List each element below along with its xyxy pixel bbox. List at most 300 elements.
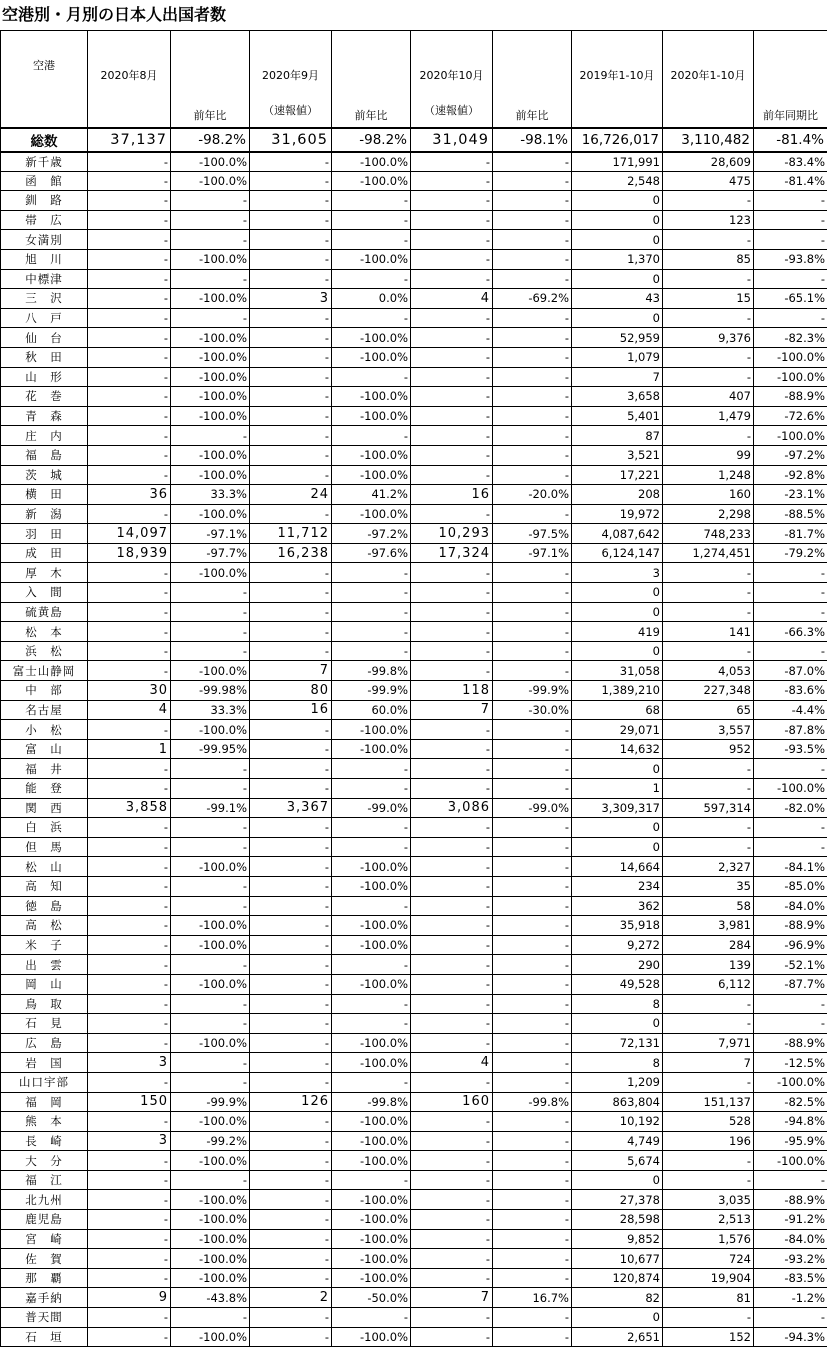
table-cell: -100.0%: [332, 1112, 411, 1132]
table-cell: 0: [572, 759, 663, 779]
airport-name: 山 形: [1, 367, 88, 387]
airport-name: 羽 田: [1, 524, 88, 544]
table-cell: -: [411, 720, 493, 740]
table-row: [1, 896, 827, 916]
table-cell: -: [754, 837, 827, 857]
table-row: [1, 524, 827, 544]
table-cell: -: [88, 602, 171, 622]
table-cell: -: [171, 1014, 250, 1034]
table-cell: 17,221: [572, 465, 663, 485]
table-cell: -: [663, 779, 754, 799]
table-cell: -97.1%: [493, 543, 572, 563]
airport-name: 松 山: [1, 857, 88, 877]
table-cell: 4,053: [663, 661, 754, 681]
table-cell: -: [754, 641, 827, 661]
table-cell: 3,557: [663, 720, 754, 740]
table-cell: 597,314: [663, 798, 754, 818]
table-cell: 0: [572, 269, 663, 289]
table-cell: -: [411, 504, 493, 524]
airport-name: 岡 山: [1, 974, 88, 994]
table-cell: -: [171, 876, 250, 896]
table-cell: -: [493, 818, 572, 838]
table-cell: 28,598: [572, 1210, 663, 1230]
table-cell: 60.0%: [332, 700, 411, 720]
table-cell: -: [171, 583, 250, 603]
table-cell: -: [754, 759, 827, 779]
table-cell: -: [411, 661, 493, 681]
airport-name: 高 松: [1, 916, 88, 936]
table-cell: -: [493, 876, 572, 896]
table-cell: -: [88, 1112, 171, 1132]
table-cell: -: [250, 406, 332, 426]
table-cell: -: [411, 857, 493, 877]
table-cell: 16,238: [250, 543, 332, 563]
table-cell: -: [411, 406, 493, 426]
airport-name: 北九州: [1, 1190, 88, 1210]
table-cell: 14,664: [572, 857, 663, 877]
header-oct-cell: [411, 31, 493, 128]
table-row: [1, 1033, 827, 1053]
table-cell: -: [250, 935, 332, 955]
table-cell: 4: [88, 700, 171, 720]
table-cell: -100.0%: [171, 171, 250, 191]
table-cell: 16: [411, 485, 493, 505]
airport-name: 函 館: [1, 171, 88, 191]
airport-name: 富士山静岡: [1, 661, 88, 681]
table-cell: -88.9%: [754, 916, 827, 936]
airport-name: 入 間: [1, 583, 88, 603]
table-cell: -: [171, 759, 250, 779]
table-cell: -: [493, 720, 572, 740]
table-cell: 3: [88, 1131, 171, 1151]
table-row: [1, 1268, 827, 1288]
table-cell: 1,479: [663, 406, 754, 426]
table-cell: 33.3%: [171, 485, 250, 505]
table-cell: -: [411, 171, 493, 191]
airport-name: 三 沢: [1, 289, 88, 309]
table-cell: -93.2%: [754, 1249, 827, 1269]
airport-name: 新 潟: [1, 504, 88, 524]
table-cell: -94.8%: [754, 1112, 827, 1132]
table-cell: 1: [572, 779, 663, 799]
table-row: [1, 622, 827, 642]
table-cell: -100.0%: [171, 1033, 250, 1053]
table-cell: -99.9%: [493, 681, 572, 701]
table-cell: -100.0%: [332, 445, 411, 465]
table-cell: -: [250, 1151, 332, 1171]
table-cell: -83.4%: [754, 152, 827, 172]
table-cell: -87.0%: [754, 661, 827, 681]
table-cell: -99.2%: [171, 1131, 250, 1151]
table-cell: -: [663, 1308, 754, 1328]
table-cell: -: [88, 328, 171, 348]
airport-name: 小 松: [1, 720, 88, 740]
table-cell: -100.0%: [171, 445, 250, 465]
table-cell: -: [88, 230, 171, 250]
table-cell: -100.0%: [332, 1033, 411, 1053]
table-cell: -88.9%: [754, 1190, 827, 1210]
airport-departures-table: [0, 30, 827, 1347]
table-cell: -97.6%: [332, 543, 411, 563]
table-cell: -: [250, 1072, 332, 1092]
table-row: [1, 974, 827, 994]
table-cell: -: [250, 1131, 332, 1151]
table-cell: -: [754, 602, 827, 622]
table-cell: 19,904: [663, 1268, 754, 1288]
table-cell: -: [88, 1249, 171, 1269]
table-cell: 16.7%: [493, 1288, 572, 1308]
airport-name: 出 雲: [1, 955, 88, 975]
table-cell: 7: [411, 1288, 493, 1308]
table-cell: -: [88, 289, 171, 309]
table-cell: -43.8%: [171, 1288, 250, 1308]
table-cell: -: [411, 1327, 493, 1347]
table-cell: -: [332, 210, 411, 230]
table-cell: 0: [572, 308, 663, 328]
table-cell: -: [332, 563, 411, 583]
table-cell: 72,131: [572, 1033, 663, 1053]
table-cell: -: [411, 1112, 493, 1132]
table-cell: 151,137: [663, 1092, 754, 1112]
table-cell: 29,071: [572, 720, 663, 740]
table-cell: -: [411, 1190, 493, 1210]
table-cell: -: [493, 191, 572, 211]
airport-name: 中標津: [1, 269, 88, 289]
table-cell: -: [250, 622, 332, 642]
table-cell: -100.0%: [332, 249, 411, 269]
table-cell: -: [250, 1268, 332, 1288]
airport-name: 松 本: [1, 622, 88, 642]
table-cell: -: [411, 210, 493, 230]
airport-name: 浜 松: [1, 641, 88, 661]
table-cell: 11,712: [250, 524, 332, 544]
table-cell: -: [754, 308, 827, 328]
table-cell: -: [411, 563, 493, 583]
airport-name: 名古屋: [1, 700, 88, 720]
table-cell: -: [332, 759, 411, 779]
table-cell: -: [332, 230, 411, 250]
table-cell: -: [663, 759, 754, 779]
table-cell: -30.0%: [493, 700, 572, 720]
table-cell: -100.0%: [332, 1327, 411, 1347]
table-row: [1, 1092, 827, 1112]
table-cell: -: [411, 994, 493, 1014]
table-cell: -: [250, 818, 332, 838]
table-cell: -: [250, 1327, 332, 1347]
table-cell: 7: [663, 1053, 754, 1073]
table-cell: -: [88, 837, 171, 857]
table-cell: -: [411, 1170, 493, 1190]
table-cell: -: [88, 347, 171, 367]
table-cell: -: [332, 994, 411, 1014]
table-row: [1, 759, 827, 779]
table-cell: 31,058: [572, 661, 663, 681]
table-row: [1, 1229, 827, 1249]
table-cell: 4,749: [572, 1131, 663, 1151]
table-cell: -: [250, 1308, 332, 1328]
table-cell: -: [411, 1014, 493, 1034]
airport-name: 旭 川: [1, 249, 88, 269]
table-cell: -100.0%: [171, 1268, 250, 1288]
table-cell: -95.9%: [754, 1131, 827, 1151]
table-cell: -: [332, 583, 411, 603]
table-cell: -: [171, 641, 250, 661]
table-cell: 41.2%: [332, 485, 411, 505]
table-cell: -99.1%: [171, 798, 250, 818]
table-cell: -: [663, 994, 754, 1014]
table-cell: -: [332, 896, 411, 916]
table-cell: -: [332, 1072, 411, 1092]
airport-name: 青 森: [1, 406, 88, 426]
table-cell: 36: [88, 485, 171, 505]
header-ytd-2020: 2020年1-10月: [663, 31, 754, 128]
table-cell: 16,726,017: [572, 128, 663, 152]
table-cell: 724: [663, 1249, 754, 1269]
table-cell: 81: [663, 1288, 754, 1308]
table-cell: -: [411, 818, 493, 838]
table-cell: -: [250, 563, 332, 583]
table-cell: -: [493, 249, 572, 269]
table-row: [1, 289, 827, 309]
table-cell: 0: [572, 602, 663, 622]
table-cell: -88.9%: [754, 387, 827, 407]
table-cell: -69.2%: [493, 289, 572, 309]
airport-name: 釧 路: [1, 191, 88, 211]
table-cell: 290: [572, 955, 663, 975]
table-cell: -88.9%: [754, 1033, 827, 1053]
table-cell: -: [493, 779, 572, 799]
table-cell: 3,521: [572, 445, 663, 465]
table-cell: -: [332, 779, 411, 799]
table-cell: -: [493, 465, 572, 485]
airport-name: 能 登: [1, 779, 88, 799]
table-cell: 99: [663, 445, 754, 465]
table-cell: -: [250, 1170, 332, 1190]
table-cell: 43: [572, 289, 663, 309]
table-cell: 3: [572, 563, 663, 583]
table-cell: -: [493, 857, 572, 877]
table-cell: 6,112: [663, 974, 754, 994]
table-cell: 1,209: [572, 1072, 663, 1092]
table-cell: -87.8%: [754, 720, 827, 740]
table-cell: 16: [250, 700, 332, 720]
table-cell: -96.9%: [754, 935, 827, 955]
table-cell: -100.0%: [171, 1327, 250, 1347]
table-cell: 1,248: [663, 465, 754, 485]
table-row: [1, 1112, 827, 1132]
table-row: [1, 465, 827, 485]
table-cell: -: [250, 230, 332, 250]
table-cell: -: [493, 367, 572, 387]
table-cell: -100.0%: [171, 857, 250, 877]
table-cell: -97.2%: [332, 524, 411, 544]
table-cell: -85.0%: [754, 876, 827, 896]
table-cell: 35: [663, 876, 754, 896]
table-row: [1, 328, 827, 348]
table-cell: -: [88, 387, 171, 407]
table-cell: -: [493, 641, 572, 661]
table-cell: -: [332, 426, 411, 446]
table-cell: -: [88, 1327, 171, 1347]
table-row: [1, 445, 827, 465]
table-cell: -100.0%: [754, 779, 827, 799]
header-oct-note: （速報値）: [414, 83, 489, 118]
table-cell: -: [754, 269, 827, 289]
table-cell: -: [88, 974, 171, 994]
airport-name: 総数: [1, 128, 88, 152]
table-cell: 82: [572, 1288, 663, 1308]
table-cell: -: [493, 152, 572, 172]
table-cell: 68: [572, 700, 663, 720]
table-cell: -100.0%: [332, 916, 411, 936]
table-cell: -: [88, 876, 171, 896]
table-row: [1, 171, 827, 191]
table-cell: 208: [572, 485, 663, 505]
table-cell: 196: [663, 1131, 754, 1151]
table-cell: -100.0%: [171, 1210, 250, 1230]
table-cell: 141: [663, 622, 754, 642]
table-cell: 8: [572, 1053, 663, 1073]
table-cell: -83.5%: [754, 1268, 827, 1288]
table-cell: 475: [663, 171, 754, 191]
table-cell: 37,137: [88, 128, 171, 152]
table-cell: -100.0%: [332, 171, 411, 191]
table-row: [1, 1072, 827, 1092]
table-cell: -: [411, 1210, 493, 1230]
table-row: [1, 818, 827, 838]
table-cell: -: [493, 1229, 572, 1249]
table-cell: -100.0%: [171, 249, 250, 269]
table-cell: -: [250, 1229, 332, 1249]
airport-name: 石 垣: [1, 1327, 88, 1347]
table-cell: -: [88, 191, 171, 211]
table-row: [1, 191, 827, 211]
airport-name: 但 馬: [1, 837, 88, 857]
table-cell: -: [250, 367, 332, 387]
table-cell: -: [663, 1014, 754, 1034]
table-cell: -: [754, 1308, 827, 1328]
table-cell: -100.0%: [332, 328, 411, 348]
table-cell: -: [663, 367, 754, 387]
table-cell: -81.4%: [754, 171, 827, 191]
table-cell: 2,651: [572, 1327, 663, 1347]
airport-name: 宮 崎: [1, 1229, 88, 1249]
airport-name: 関 西: [1, 798, 88, 818]
table-cell: -23.1%: [754, 485, 827, 505]
table-cell: -98.2%: [171, 128, 250, 152]
table-cell: 150: [88, 1092, 171, 1112]
table-cell: -93.8%: [754, 249, 827, 269]
table-cell: -: [754, 994, 827, 1014]
table-cell: -: [171, 269, 250, 289]
table-row: [1, 994, 827, 1014]
table-cell: -: [250, 426, 332, 446]
table-cell: -: [250, 974, 332, 994]
table-cell: 7,971: [663, 1033, 754, 1053]
table-cell: 18,939: [88, 543, 171, 563]
table-cell: -100.0%: [332, 935, 411, 955]
table-cell: -: [493, 622, 572, 642]
table-cell: -: [493, 739, 572, 759]
table-cell: -: [493, 269, 572, 289]
table-cell: -: [754, 230, 827, 250]
airport-name: 広 島: [1, 1033, 88, 1053]
table-cell: -: [250, 876, 332, 896]
table-cell: -: [493, 759, 572, 779]
table-cell: -: [754, 210, 827, 230]
table-cell: -72.6%: [754, 406, 827, 426]
table-row: [1, 1288, 827, 1308]
table-cell: -: [171, 1053, 250, 1073]
table-row: [1, 720, 827, 740]
airport-name: 福 岡: [1, 1092, 88, 1112]
table-cell: -100.0%: [332, 974, 411, 994]
table-cell: -: [332, 837, 411, 857]
table-cell: -100.0%: [332, 857, 411, 877]
table-cell: -: [493, 387, 572, 407]
table-cell: -: [493, 328, 572, 348]
table-cell: 35,918: [572, 916, 663, 936]
table-cell: 5,674: [572, 1151, 663, 1171]
table-row: [1, 230, 827, 250]
table-cell: 118: [411, 681, 493, 701]
table-cell: -100.0%: [171, 1112, 250, 1132]
table-cell: -: [493, 1151, 572, 1171]
table-cell: -99.0%: [332, 798, 411, 818]
table-cell: -94.3%: [754, 1327, 827, 1347]
table-cell: 3,981: [663, 916, 754, 936]
table-cell: -: [88, 1268, 171, 1288]
table-cell: -100.0%: [332, 504, 411, 524]
table-row: [1, 249, 827, 269]
table-row: [1, 210, 827, 230]
table-cell: -: [411, 876, 493, 896]
table-cell: -99.95%: [171, 739, 250, 759]
table-cell: -: [411, 367, 493, 387]
table-cell: 3,367: [250, 798, 332, 818]
table-cell: -: [250, 191, 332, 211]
table-cell: 1,389,210: [572, 681, 663, 701]
table-row: [1, 700, 827, 720]
table-cell: 52,959: [572, 328, 663, 348]
table-cell: 0: [572, 818, 663, 838]
table-cell: 2: [250, 1288, 332, 1308]
table-cell: 10,192: [572, 1112, 663, 1132]
table-cell: -: [411, 387, 493, 407]
table-cell: -: [88, 661, 171, 681]
table-cell: -100.0%: [171, 1151, 250, 1171]
table-cell: -: [493, 583, 572, 603]
table-cell: -: [171, 308, 250, 328]
table-row: [1, 857, 827, 877]
table-cell: -: [411, 916, 493, 936]
table-cell: -99.9%: [332, 681, 411, 701]
table-cell: -100.0%: [332, 1190, 411, 1210]
table-cell: 8: [572, 994, 663, 1014]
airport-name: 八 戸: [1, 308, 88, 328]
table-row: [1, 1131, 827, 1151]
table-cell: -87.7%: [754, 974, 827, 994]
table-cell: -100.0%: [171, 916, 250, 936]
table-cell: -82.3%: [754, 328, 827, 348]
table-cell: -100.0%: [332, 152, 411, 172]
table-cell: -: [171, 818, 250, 838]
table-cell: -: [493, 1072, 572, 1092]
table-cell: 227,348: [663, 681, 754, 701]
table-row: [1, 1014, 827, 1034]
table-cell: -: [88, 1033, 171, 1053]
table-cell: -: [88, 759, 171, 779]
